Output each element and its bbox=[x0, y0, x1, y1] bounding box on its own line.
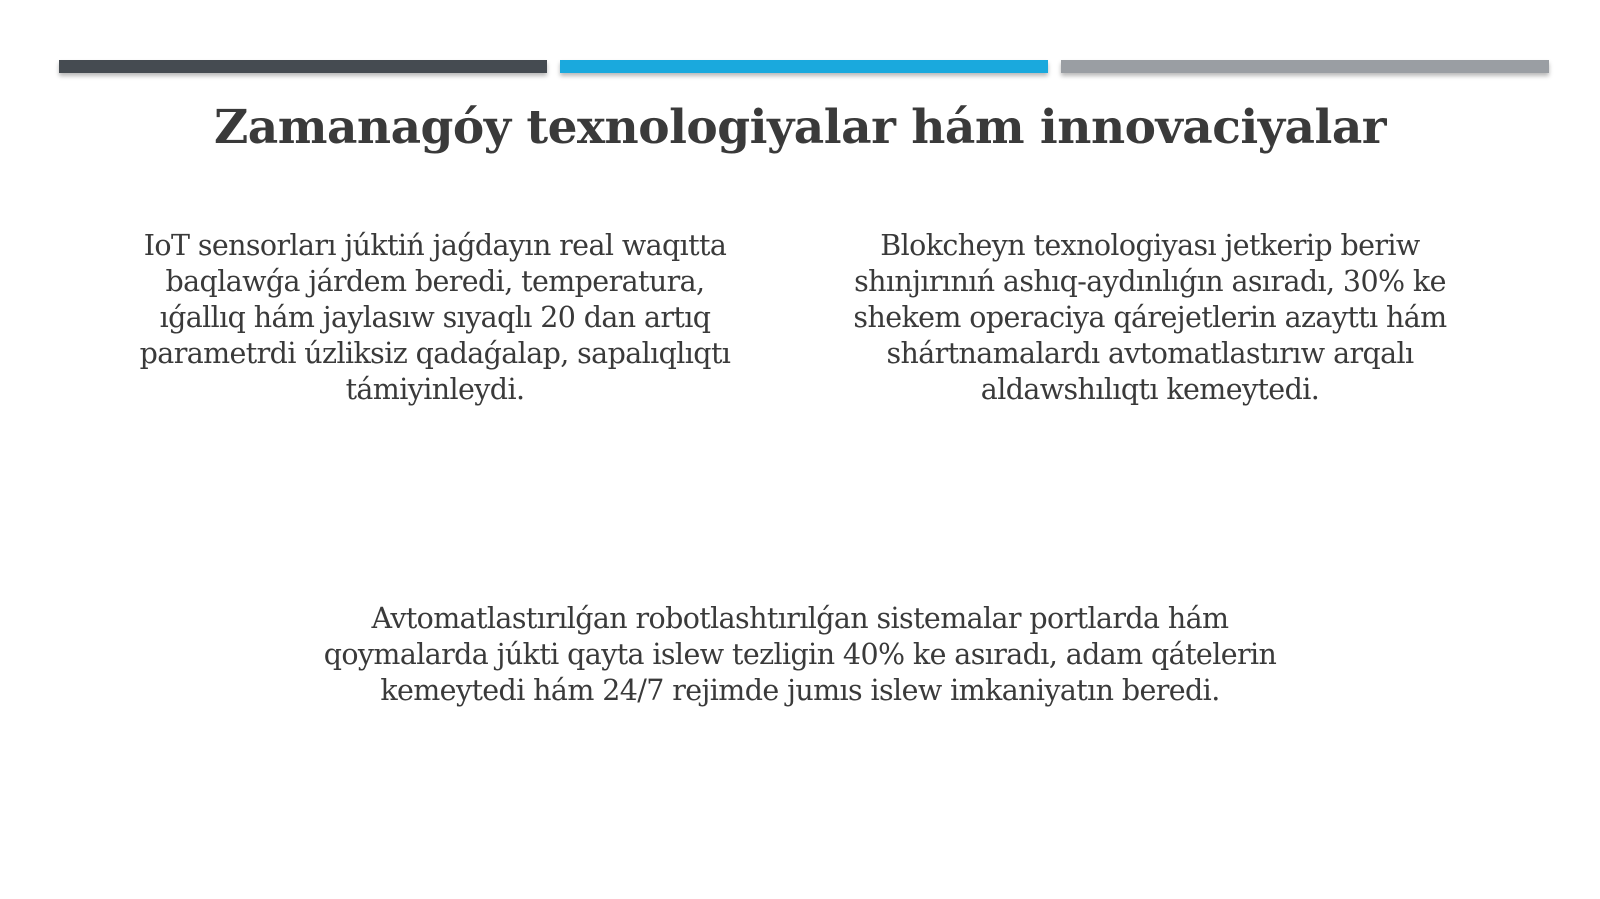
slide-title: Zamanagóy texnologiyalar hám innovaciyalar bbox=[213, 100, 1387, 155]
paragraph-iot bbox=[115, 228, 755, 408]
paragraph-line: Avtomatlastırılǵan robotlashtırılǵan sistemalar portlarda hám bbox=[371, 602, 1229, 635]
paragraph-line: IoT sensorları júktiń jaǵdayın real waqıtta bbox=[143, 229, 727, 262]
paragraph-line: shınjırınıń ashıq-aydınlıǵın asıradı, 30% ke bbox=[854, 265, 1446, 298]
paragraph-line: qoymalarda júkti qayta islew tezligin 40% ke asıradı, adam qátelerin bbox=[323, 638, 1277, 671]
paragraph-robotics bbox=[250, 601, 1350, 709]
decor-bar-blue bbox=[560, 60, 1048, 73]
decor-bar-gray bbox=[1061, 60, 1549, 73]
paragraph-line: kemeytedi hám 24/7 rejimde jumıs islew imkaniyatın beredi. bbox=[380, 674, 1220, 707]
paragraph-line: baqlawǵa járdem beredi, temperatura, bbox=[165, 265, 705, 298]
paragraph-blockchain bbox=[830, 228, 1470, 408]
paragraph-line: parametrdi úzliksiz qadaǵalap, sapalıqlıqtı bbox=[139, 337, 731, 370]
paragraph-line: shártnamalardı avtomatlastırıw arqalı bbox=[886, 337, 1414, 370]
paragraph-line: ıǵallıq hám jaylasıw sıyaqlı 20 dan artıq bbox=[159, 301, 711, 334]
paragraph-line: aldawshılıqtı kemeytedi. bbox=[980, 373, 1320, 406]
paragraph-line: Blokcheyn texnologiyası jetkerip beriw bbox=[880, 229, 1420, 262]
decor-bar-dark bbox=[59, 60, 547, 73]
paragraph-line: shekem operaciya qárejetlerin azayttı hám bbox=[853, 301, 1447, 334]
paragraph-line: támiyinleydi. bbox=[345, 373, 525, 406]
